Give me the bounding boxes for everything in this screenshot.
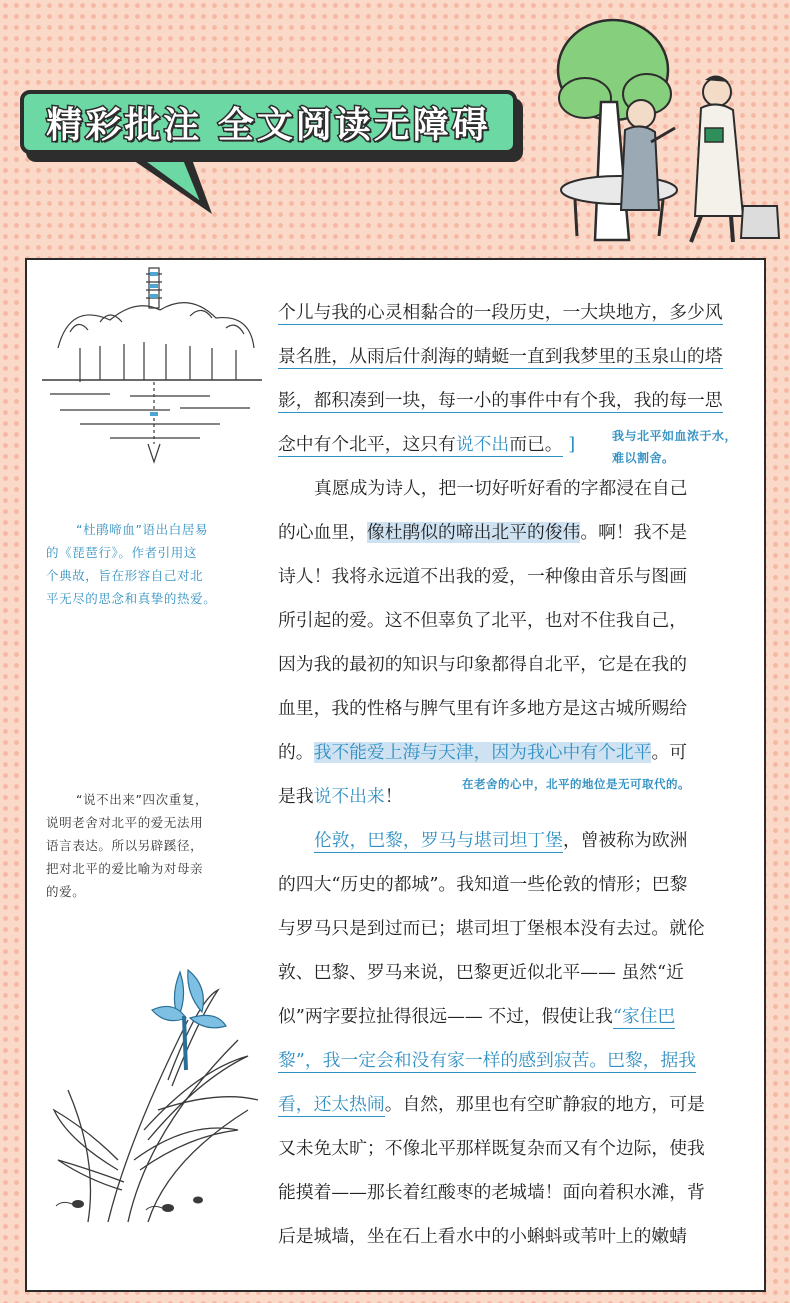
- text-line: 与罗马只是到过而已；堪司坦丁堡根本没有去过。就伦: [278, 918, 705, 939]
- text-line: 因为我的最初的知识与印象都得自北平，它是在我的: [278, 654, 687, 675]
- page-title: 精彩批注 全文阅读无障碍: [46, 104, 491, 146]
- text-line: 血里，我的性格与脾气里有许多地方是这古城所赐给: [278, 698, 687, 719]
- highlight-beiping: 我不能爱上海与天津，因为我心中有个北平: [313, 742, 652, 763]
- side-note-irreplaceable: 在老舍的心中，北平的地位是无可取代的。: [462, 777, 690, 791]
- side-note-blood: 我与北平如血浓于水， 难以割舍。: [612, 429, 738, 465]
- text-line: 后是城墙，坐在石上看水中的小蝌蚪或苇叶上的嫩蜻: [278, 1226, 687, 1247]
- text-line: 景名胜，从雨后什刹海的蜻蜓一直到我梦里的玉泉山的塔: [278, 346, 723, 367]
- text-line: 又未免太旷；不像北平那样既复杂而又有个边际，使我: [278, 1138, 705, 1159]
- header: [0, 0, 790, 258]
- keyword-shuobuchu: 说不出: [455, 434, 510, 455]
- text-line: 真愿成为诗人，把一切好听好看的字都浸在自己: [314, 478, 688, 499]
- underline-four-cities: 伦敦，巴黎，罗马与堪司坦丁堡: [314, 830, 563, 851]
- text-line: 伦敦，巴黎，罗马与堪司坦丁堡，曾被称为欧洲: [314, 830, 688, 851]
- title-banner: [20, 90, 525, 162]
- text-line: 似”两字要拉扯得很远—— 不过，假使让我“家住巴: [278, 1006, 676, 1027]
- left-note-dujuan: “杜鹃啼血”语出白居易 的《琵琶行》。作者引用这 个典故，旨在形容自己对北 平无尽的思念和真挚的热爱。: [46, 522, 217, 606]
- text-line: 影，都积凑到一块，每一小的事件中有个我，我的每一思: [278, 390, 723, 411]
- keyword-shuobuchulai: 说不出来: [313, 786, 385, 807]
- text-line: 念中有个北平，这只有说不出而已。 ]: [278, 434, 576, 455]
- text-line: 能摸着——那长着红酸枣的老城墙！面向着积水滩，背: [278, 1182, 705, 1203]
- text-line: 看，还太热闹。自然，那里也有空旷静寂的地方，可是: [278, 1094, 705, 1115]
- text-line: 的。我不能爱上海与天津，因为我心中有个北平。可: [278, 742, 688, 763]
- pagoda-lake-illustration: [40, 262, 265, 472]
- text-line: 诗人！我将永远道不出我的爱，一种像由音乐与图画: [278, 566, 687, 587]
- text-line: 黎”，我一定会和没有家一样的感到寂苦。巴黎，据我: [278, 1050, 697, 1071]
- scholars-under-tree-illustration: [555, 10, 790, 258]
- text-line: 敦、巴黎、罗马来说，巴黎更近似北平—— 虽然“近: [278, 962, 684, 983]
- text-line: 是我说不出来！: [278, 786, 403, 807]
- text-line: 个儿与我的心灵相黏合的一段历史，一大块地方，多少风: [278, 302, 723, 323]
- left-note-shuobuchu: “说不出来”四次重复， 说明老舍对北平的爱无法用 语言表达。所以另辟蹊径， 把对北平的爱比喻为对母亲 的爱。: [46, 792, 209, 899]
- highlight-dujuan: 像杜鹃似的啼出北平的俊伟: [366, 522, 581, 543]
- dragonfly-reeds-illustration: [48, 960, 268, 1230]
- text-line: 的心血里，像杜鹃似的啼出北平的俊伟。啊！我不是: [278, 522, 688, 543]
- text-line: 所引起的爱。这不但辜负了北平，也对不住我自己，: [278, 610, 687, 631]
- text-line: 的四大“历史的都城”。我知道一些伦敦的情形；巴黎: [278, 874, 688, 895]
